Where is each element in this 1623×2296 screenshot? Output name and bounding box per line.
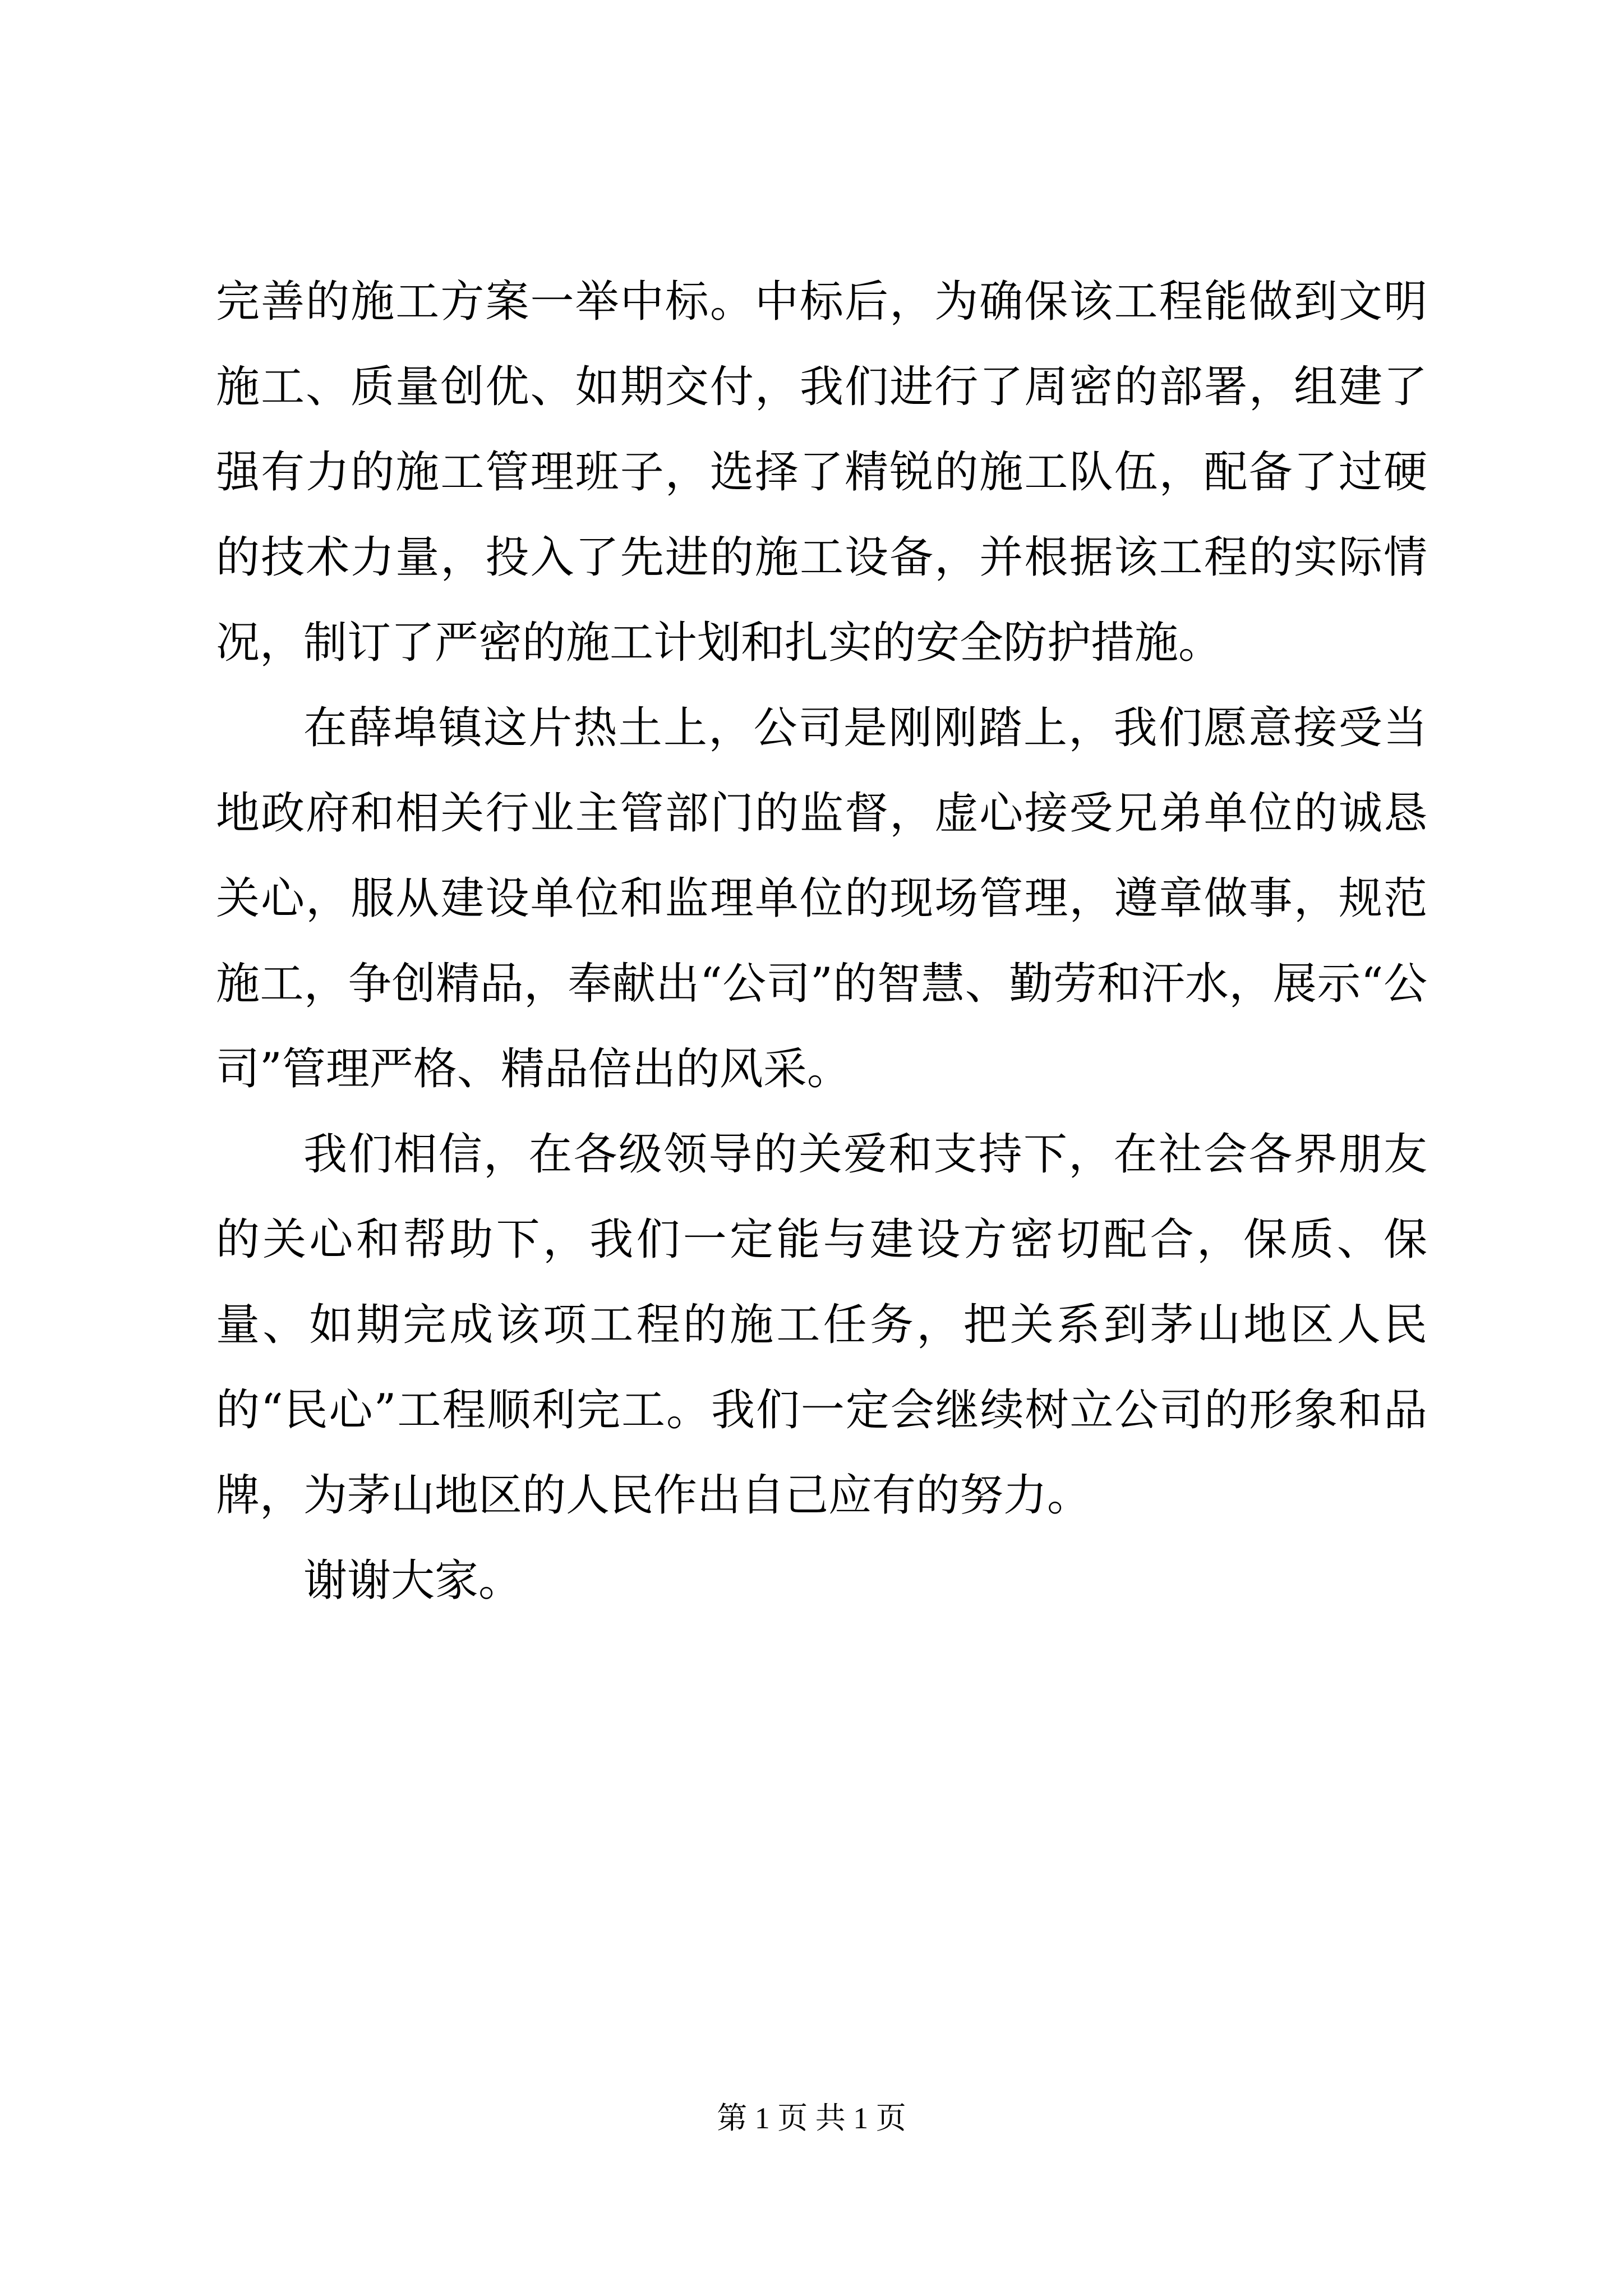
paragraph-thanks: 谢谢大家。 (303, 1556, 523, 1606)
document-body (216, 259, 1427, 1623)
paragraph-xuebu-town: 在薛埠镇这片热土上，公司是刚刚踏上，我们愿意接受当地政府和相关行业主管部门的监督，虚心接受兄弟单位的诚恳关心，服从建设单位和监理单位的现场管理，遵章做事，规范施工，争创精品，奉献出“公司”的智慧、勤劳和汗水，展示“公司”管理严格、精品倍出的风采。 (216, 703, 1427, 1094)
paragraph-continuation: 完善的施工方案一举中标。中标后，为确保该工程能做到文明施工、质量创优、如期交付，我们进行了周密的部署，组建了强有力的施工管理班子，选择了精锐的施工队伍，配备了过硬的技术力量，投入了先进的施工设备，并根据该工程的实际情况，制订了严密的施工计划和扎实的安全防护措施。 (216, 277, 1427, 668)
page-footer: 第 1 页 共 1 页 (717, 2101, 906, 2135)
paragraph-confidence: 我们相信，在各级领导的关爱和支持下，在社会各界朋友的关心和帮助下，我们一定能与建设方密切配合，保质、保量、如期完成该项工程的施工任务，把关系到茅山地区人民的“民心”工程顺利完工。我们一定会继续树立公司的形象和品牌，为茅山地区的人民作出自己应有的努力。 (216, 1129, 1427, 1521)
